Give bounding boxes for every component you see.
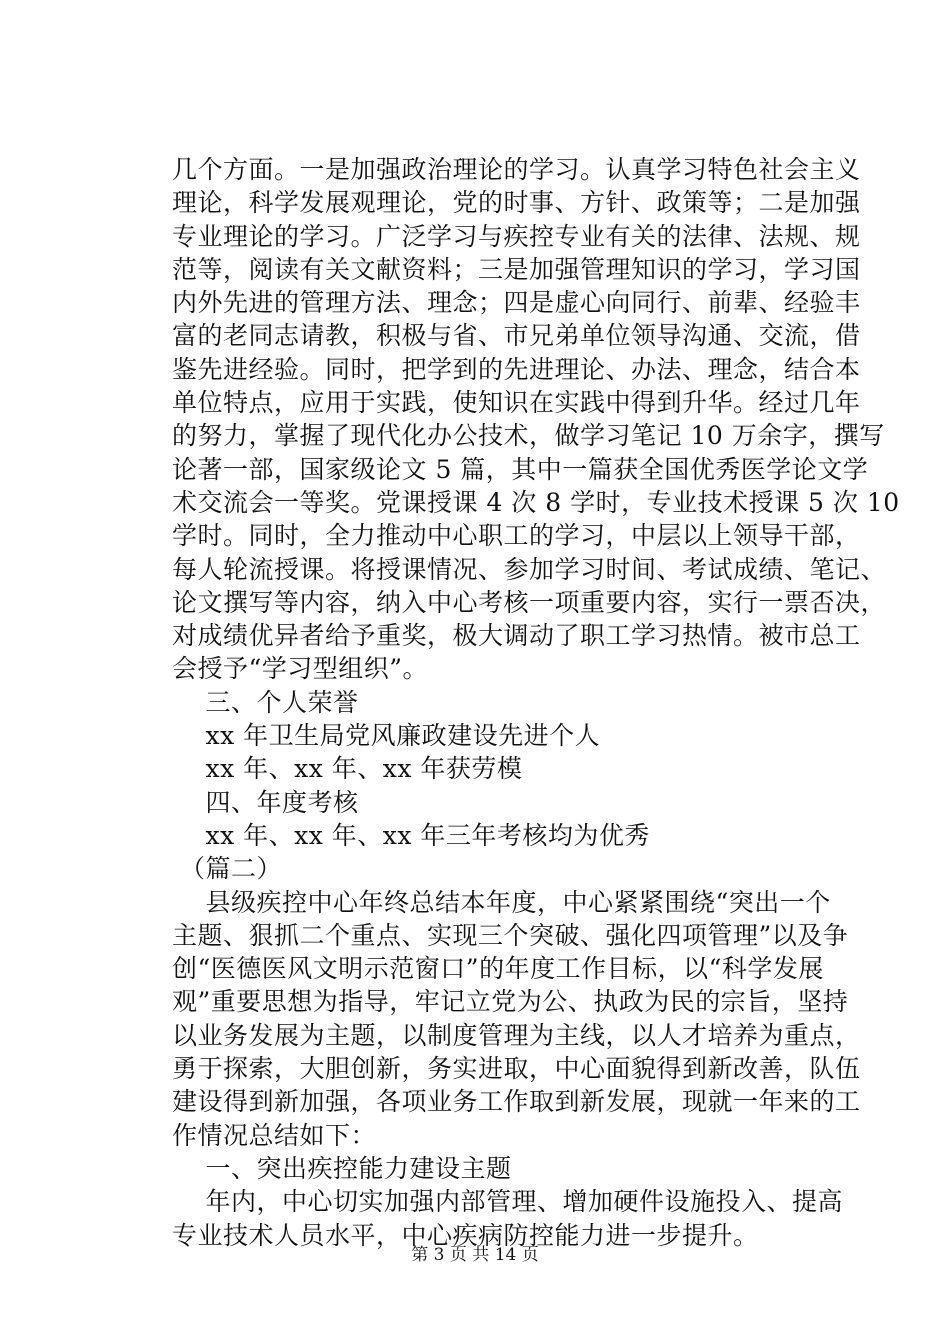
text-line: 学时。同时，全力推动中心职工的学习，中层以上领导干部，: [172, 521, 861, 551]
text-line: xx 年、xx 年、xx 年三年考核均为优秀: [180, 820, 650, 850]
text-line: 三、个人荣誉: [180, 687, 359, 717]
text-line: 创“医德医风文明示范窗口”的年度工作目标，以“科学发展: [172, 954, 824, 984]
text-line: 几个方面。一是加强政治理论的学习。认真学习特色社会主义: [172, 155, 861, 184]
text-line: 内外先进的管理方法、理念；四是虚心向同行、前辈、经验丰: [172, 288, 861, 318]
text-line: 专业理论的学习。广泛学习与疾控专业有关的法律、法规、规: [172, 221, 861, 251]
text-line: 作情况总结如下：: [172, 1120, 377, 1150]
text-line: 鉴先进经验。同时，把学到的先进理论、办法、理念，结合本: [172, 354, 861, 384]
text-line: 一、突出疾控能力建设主题: [180, 1153, 512, 1183]
text-line: 主题、狠抓二个重点、实现三个突破、强化四项管理”以及争: [172, 920, 849, 950]
text-line: 单位特点，应用于实践，使知识在实践中得到升华。经过几年: [172, 388, 861, 418]
text-line: 范等，阅读有关文献资料；三是加强管理知识的学习，学习国: [172, 254, 861, 284]
text-line: 四、年度考核: [180, 787, 359, 817]
text-line: 富的老同志请教，积极与省、市兄弟单位领导沟通、交流，借: [172, 321, 861, 351]
page-footer: 第 3 页 共 14 页: [411, 1245, 539, 1265]
text-line: 对成绩优异者给予重奖，极大调动了职工学习热情。被市总工: [172, 621, 861, 651]
text-line: 建设得到新加强，各项业务工作取到新发展，现就一年来的工: [172, 1087, 861, 1117]
text-line: （篇二）: [180, 854, 283, 884]
text-line: 论文撰写等内容，纳入中心考核一项重要内容，实行一票否决，: [172, 587, 887, 617]
text-line: 理论，科学发展观理论，党的时事、方针、政策等；二是加强: [172, 188, 861, 218]
text-line: 县级疾控中心年终总结本年度，中心紧紧围绕“突出一个: [180, 887, 831, 917]
text-line: 勇于探索，大胆创新，务实进取，中心面貌得到新改善，队伍: [172, 1054, 861, 1084]
text-line: xx 年卫生局党风廉政建设先进个人: [180, 721, 601, 751]
document-body: [172, 153, 900, 1252]
text-line: xx 年、xx 年、xx 年获劳模: [180, 754, 523, 784]
text-line: 会授予“学习型组织”。: [172, 654, 429, 684]
text-line: 专业技术人员水平，中心疾病防控能力进一步提升。: [172, 1220, 759, 1250]
text-line: 论著一部，国家级论文 5 篇，其中一篇获全国优秀医学论文学: [172, 454, 869, 484]
text-line: 年内，中心切实加强内部管理、增加硬件设施投入、提高: [180, 1187, 844, 1217]
text-line: 以业务发展为主题，以制度管理为主线，以人才培养为重点，: [172, 1020, 861, 1050]
text-line: 术交流会一等奖。党课授课 4 次 8 学时，专业技术授课 5 次 10: [172, 487, 900, 517]
text-line: 每人轮流授课。将授课情况、参加学习时间、考试成绩、笔记、: [172, 554, 887, 584]
text-line: 观”重要思想为指导，牢记立党为公、执政为民的宗旨，坚持: [172, 987, 849, 1017]
text-line: 的努力，掌握了现代化办公技术，做学习笔记 10 万余字，撰写: [172, 421, 885, 451]
